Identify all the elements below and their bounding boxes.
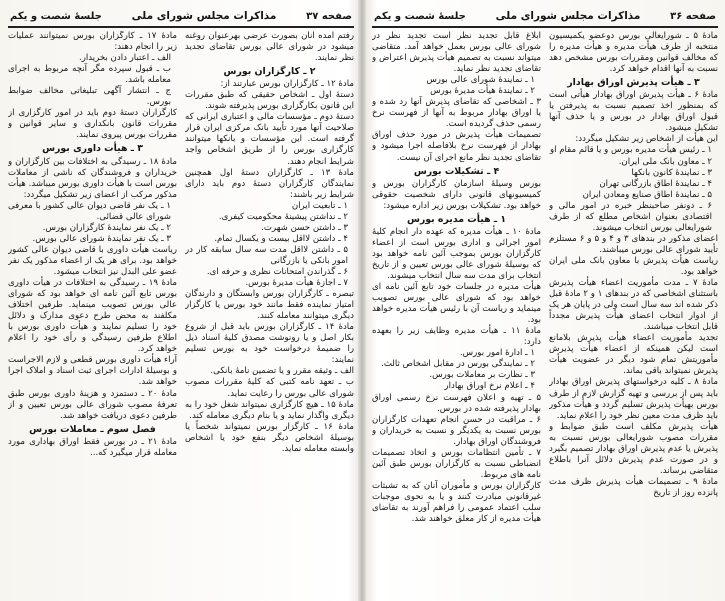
paragraph: مادهٔ ۱۸ ـ رسیدگی به اختلافات بین کارگزاران و خریداران و فروشندگان که ناشی از معاملات بورس است با هیأت داوری بورس میباشد. هیأت مذکور مرکب از اعضای زیر تشکیل میگردد: <box>8 156 177 200</box>
list-item: ج ـ انتشار آگهی تبلیغاتی مخالف ضوابط بورس. <box>8 86 171 108</box>
paragraph: بورس وسیلهٔ اسازمان کارگزاران بورس و کمیسیونهای قانونی دارای شخصیت حقوقی خواهد بود. تشکیلات بورس زیر اداره میشود: <box>372 178 541 211</box>
paragraph: ریاست هیأت پذیرش با معاون بانک ملی ایران خواهد بود. <box>549 255 718 277</box>
paragraph: ۷ ـ تأمین انتظامات بورس و اتخاذ تصمیمات انضباطی نسبت به کارگزاران بورس طبق آئین نامه های مربوط. <box>372 447 541 480</box>
book-gutter <box>358 0 366 601</box>
paragraph: مادهٔ ۱۳ ـ کارگزاران دستهٔ اول همچنین نمایندگان کارگزاران دستهٔ دوم باید دارای شرایط زیر باشند: <box>185 167 354 200</box>
list-item: ۳ ـ نمایندهٔ کانون بانکها <box>631 167 712 178</box>
list-item: ۲ ـ نمایندهٔ هیأت مدیرهٔ بورس <box>430 86 535 97</box>
list-item: ۶ ـ گذراندن امتحانات نظری و حرفه ای. <box>206 266 348 277</box>
paragraph: مادهٔ ۹ ـ تصمیمات هیأت پذیرش ظرف مدت پانزده روز از تاریخ <box>549 476 718 498</box>
text-column-right <box>549 31 718 595</box>
paragraph: مادهٔ ۱۵ ـ هیچ کارگزاری نمیتواند شغل خود را به دیگری واگذار نماید و یا بنام دیگری معامله کند. <box>185 399 354 421</box>
section-heading: ۳ ـ هیأت داوری بورس <box>42 143 143 155</box>
right-page <box>372 6 718 595</box>
header-title: مذاكرات مجلس شوراى ملى <box>131 10 277 22</box>
section-heading: فصل سوم ـ معاملات بورس <box>29 423 156 435</box>
list-item: الف ـ اعتبار دادن بخریدار. <box>78 53 171 64</box>
list-item: ۵ ـ داشتن لااقل مدت سه سال سابقه کار در امور بانکی یا بازرگانی <box>185 244 348 266</box>
list-item: ۱ ـ یک نفر قاضی دیوان عالی کشور با معرفی شورای عالی قضائی. <box>8 200 171 222</box>
section-heading: ۳ ـ هیأت پذیرش اوراق بهادار <box>567 77 700 89</box>
session-label: جلسهٔ شصت و یکم <box>374 10 466 22</box>
list-item: ۳ ـ یک نفر نمایندهٔ شورای عالی بورس. <box>32 233 171 244</box>
list-item: ۱ ـ تابعیت ایران <box>291 200 348 211</box>
paragraph: این هیأت از اشخاص زیر تشکیل میگردد: <box>575 134 718 145</box>
left-page <box>8 6 354 595</box>
list-item: ۲ ـ یک نفر نمایندهٔ کارگزاران بورس. <box>42 222 171 233</box>
paragraph: هیأت پذیرش مکلف است طبق ضوابط و مقررات مصوب شورایعالی بورس نسبت به پذیرش یا عدم پذیرش اوراق بهادار تصمیم بگیرد و در صورت عدم پذیرش دلائل آنرا باطلاع متقاضی برساند. <box>549 421 718 476</box>
list-item: ۱ ـ نمایندهٔ شورای عالی بورس <box>426 75 535 86</box>
paragraph: مادهٔ ۱۴ ـ کارگزاران بورس باید قبل از شروع بکار اصل و یا رونوشت مصدق کلیهٔ اسناد ذیل را ضمیمهٔ درخواست خود به بورس تسلیم نمایند: <box>185 322 354 366</box>
section-heading: ۴ ـ تشکیلات بورس <box>413 165 500 177</box>
paragraph: رفتم آمده آنان بصورت عرضی بهرعنوان روغنه میشود در شورای عالی بورس تقاضای تجدید نظر نمایند. <box>185 31 354 64</box>
list-item: ب ـ قبول سپرده مگر آنچه مربوط به اجرای معامله باشد. <box>8 64 171 86</box>
paragraph: اعضای مذکور در بندهای ۳ و ۴ و ۵ و ۶ مستلزم تأیید شورای عالی بورس میباشند. <box>549 233 718 255</box>
paragraph: مادهٔ ۶ ـ هیأت پذیرش اوراق بهادار هیأتی است که بمنظور اخذ تصمیم نسبت به پذیرفتن یا قبول اوراق بهادار در بورس و یا حذف آنها تشکیل میشود. <box>549 90 718 134</box>
text-columns <box>8 31 354 595</box>
list-item: ۱ ـ رئیس هیأت مدیره بورس و یا قائم مقام او <box>549 145 712 156</box>
paragraph: ۵ ـ تهیه و اعلان فهرست نرخ رسمی اوراق بهادار پذیرفته شده در بورس. <box>372 392 541 414</box>
paragraph: ۳ ـ اشخاصی که تقاضای پذیرش آنها رد شده و یا اوراق بهادار مربوط به آنها از فهرست نرخ رسمی حذف گردیده است. <box>372 97 541 130</box>
list-item: ۴ ـ اعلام نرخ اوراق بهادار <box>444 381 535 392</box>
list-item: ۲ ـ نمایندگی بورس در مقابل اشخاص ثالث. <box>381 359 535 370</box>
list-item: ۳ ـ داشتن حسن شهرت. <box>261 222 348 233</box>
paragraph: مادهٔ ۱۲ ـ کارگزاران بورس عبارتند از: <box>220 79 354 90</box>
paragraph: دستهٔ اول ـ اشخاص حقیقی که طبق مقررات این قانون بکارگزاری بورس پذیرفته شوند. <box>185 90 354 112</box>
page-header <box>372 6 718 28</box>
text-column-left <box>8 31 177 595</box>
list-item: ۳ ـ نظارت بر معاملات بورس. <box>429 370 535 381</box>
page-number: صفحه ۳۷ <box>306 10 352 22</box>
list-item: ۴ ـ داشتن لااقل بیست و یکسال تمام. <box>214 233 348 244</box>
paragraph: ۶ ـ مراقبت در حسن انجام تعهدات کارگزاران بورس نسبت به یکدیگر و نسبت به خریداران و فروشندگان اوراق بهادار. <box>372 414 541 447</box>
paragraph: تجدید مأموریت اعضاء هیأت پذیرش بلامانع است لیکن همینکه از اعضاء هیأت پذیرش مأموریتش تمام شود دیگر در عضویت هیأت پذیرش نمیتواند باقی بماند. <box>549 333 718 377</box>
paragraph: مادهٔ ۱۷ ـ کارگزاران بورس نمیتوانند عملیات زیر را انجام دهند: <box>8 31 177 53</box>
paragraph: مادهٔ ۱۶ ـ کارگزار بورس نمیتواند شخصاً یا بوسیلهٔ اشخاص دیگر بنفع خود یا اشخاص وابسته معامله نماید. <box>185 421 354 454</box>
list-item: ۱ ـ ادارهٔ امور بورس. <box>459 348 535 359</box>
paragraph: دستهٔ دوم ـ مؤسسات مالی و اعتباری ایرانی که صلاحیت آنها مورد تأیید بانک مرکزی ایران قرار گرفته است. این مؤسسات و بانکها میتوانند کارگزاری بورس را از طریق اشخاص واجد شرایط انجام دهند. <box>185 112 354 167</box>
session-label: جلسهٔ شصت و یکم <box>10 10 102 22</box>
paragraph: کارگزاران بورس و مأموران آنان که به تشبثات غیرقانونی مبادرت کنند و یا به نحوی موجبات سلب اعتماد عمومی را فراهم آورند به تقاضای هیأت مدیره از کار معلق خواهند شد. <box>372 480 541 525</box>
paragraph: ریاست هیأت داوری با قاضی دیوان عالی کشور خواهد بود. برای هر یک از اعضاء مذکور یک نفر عضو علی البدل نیز انتخاب میشود. <box>8 244 177 277</box>
section-heading: ۱ ـ هیأت مدیره بورس <box>406 213 507 225</box>
paragraph: آراء هیأت داوری بورس قطعی و لازم الاجراست و بوسیلهٔ ادارات اجرای ثبت اسناد و املاک اجرا خواهد شد. <box>8 355 177 388</box>
paragraph: مادهٔ ۱۹ ـ رسیدگی به اختلافات در هیأت داوری بورس تابع آئین نامه ای خواهد بود که شورای عالی بورس تصویب مینماید. طرفین اختلاف مکلفند به محض طرح دعوی مدارک و دلائل خود را تسلیم نمایند و هیأت داوری بورس با اطلاع طرفین رسیدگی و رأی خود را اعلام خواهد کرد. <box>8 278 177 355</box>
paragraph: تصمیمات هیأت پذیرش در مورد حذف اوراق بهادار از فهرست نرخ بلافاصله اجرا میشود و تقاضای تجدید نظر مانع اجرای آن نیست. <box>372 130 541 163</box>
list-item: ۴ ـ نمایندهٔ اطاق بازرگانی تهران <box>599 178 712 189</box>
paragraph: مادهٔ ۲۱ ـ در بورس فقط اوراق بهاداری مورد معامله قرار میگیرد که... <box>8 436 177 458</box>
paragraph: مادهٔ ۲۰ ـ دستمزد و هزینهٔ داوری بورس طبق تعرفهٔ مصوب شورای عالی بورس تعیین و از طرفین دعوی دریافت خواهد شد. <box>8 388 177 421</box>
list-item: ۲ ـ معاون بانک ملی ایران. <box>618 156 712 167</box>
text-column-left <box>372 31 541 595</box>
header-title: مذاكرات مجلس شوراى ملى <box>495 10 641 22</box>
section-heading: ۲ ـ كارگزاران بورس <box>223 66 316 78</box>
paragraph: هیأت مدیره در جلسات خود تابع آئین نامه ای خواهد بود که شورای عالی بورس تصویب مینماید و ریاست آن با رئیس هیأت مدیره خواهد بود. <box>372 282 541 326</box>
paragraph: ابلاغ قابل تجدید نظر است تجدید نظر در شورای عالی بورس بعمل خواهد آمد. متقاضی میتواند نسبت به تصمیم هیأت پذیرش اعتراض و تقاضای تجدید نظر نماید. <box>372 31 541 75</box>
paragraph: تبصره ـ کارگزاران بورس وابستگان و دارندگان امتیاز نماینده فقط مانند خود بورس یا کارگزار دیگری میتوانند معامله کنند. <box>185 289 354 322</box>
paragraph: الف ـ وثیقه مقرر و یا تضمین نامهٔ بانکی. <box>210 366 354 377</box>
text-columns <box>372 31 718 595</box>
paragraph: مادهٔ ۵ ـ شورایعالی بورس دوعضو یکمیسیون منتخبه از طرف هیأت مدیره و هیأت مدیره را که مخالف قوانین ومقررات بورس مشخص دهد نسبت به آنها اقدام خواهد کرد. <box>549 31 718 75</box>
paragraph: مادهٔ ۱۱ ـ هیأت مدیره وظایف زیر را بعهده دارد: <box>372 326 541 348</box>
list-item: ۶ ـ دونفر صاحبنظر خبره در امور مالی و اقتصادی بعنوان اشخاص مطلع که از طرف شورایعالی بورس انتخاب میشوند. <box>549 200 712 233</box>
paragraph: کارگزاران دستهٔ دوم باید در امور کارگزاری از مقررات قانون بانکداری و سایر قوانین و مقررات بورس پیروی نمایند. <box>8 108 177 141</box>
page-header <box>8 6 354 28</box>
paragraph: مادهٔ ۸ ـ کلیه درخواستهای پذیرش اوراق بهادار باید پس از بررسی و تهیه گزارش لازم از طرف بورس بهیأت پذیرش تسلیم گردد و هیأت مذکور باید ظرف مدت معین نظر خود را اعلام نماید. <box>549 377 718 421</box>
text-column-right <box>185 31 354 595</box>
list-item: ۵ ـ نمایندهٔ اطاق صنایع ومعادن ایران <box>582 189 712 200</box>
page-number: صفحه ۳۶ <box>670 10 716 22</box>
list-item: ۲ ـ نداشتن پیشینهٔ محکومیت کیفری. <box>218 211 348 222</box>
paragraph: ب ـ تعهد نامه کتبی که کلیهٔ مقررات مصوب شورای عالی بورس را رعایت نماید. <box>185 377 354 399</box>
paragraph: مادهٔ ۷ ـ مدت مأموریت اعضاء هیأت پذیرش باستثنای اشخاصی که در بندهای ۱ و ۲ مادهٔ قبل ذکر شده اند سه سال است ولی در پایان هر یک از ادوار انتخاب اعضای هیأت پذیرش مجدداً قابل انتخاب میباشند. <box>549 278 718 333</box>
paragraph: مادهٔ ۱۰ ـ هیأت مدیره که عهده دار انجام کلیهٔ امور اجرائی و اداری بورس است از اعضاء کارگزاران بورس بموجب آئین نامه خواهد بود که بوسیلهٔ شورای عالی بورس تعیین و از تاریخ انتخاب برای مدت سه سال انتخاب میشوند. <box>372 226 541 281</box>
list-item: ۷ ـ اجازهٔ هیأت مدیرهٔ بورس. <box>245 278 348 289</box>
